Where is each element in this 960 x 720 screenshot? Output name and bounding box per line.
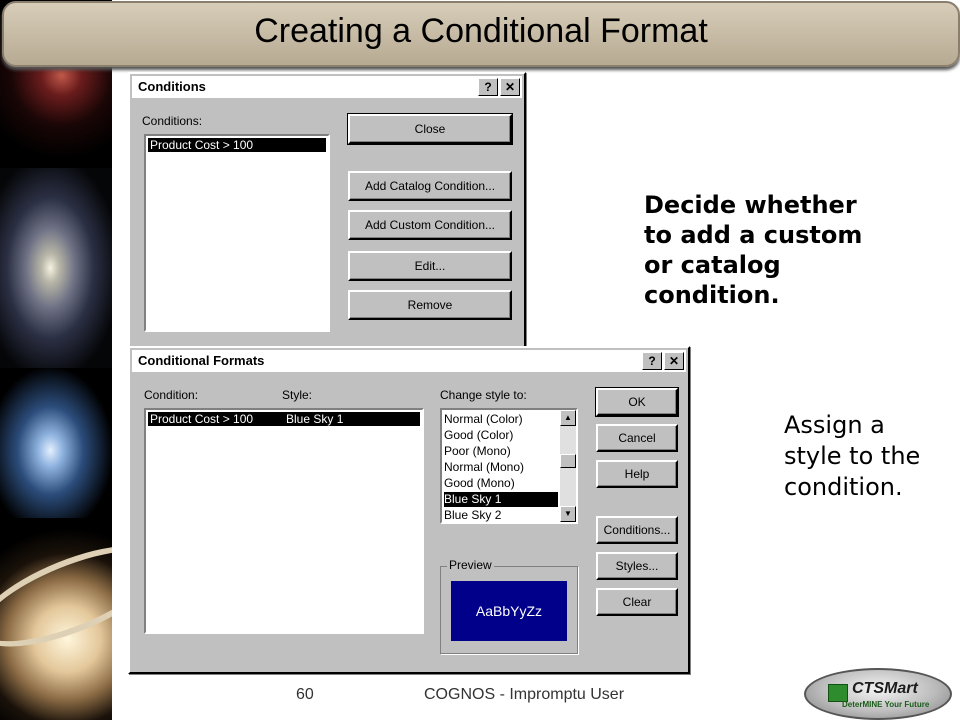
style-listbox[interactable] xyxy=(440,408,578,524)
conditions-button-label: Conditions... xyxy=(603,523,671,537)
comet-image xyxy=(0,368,112,518)
conditions-dialog-title: Conditions xyxy=(138,79,206,94)
styles-button-label: Styles... xyxy=(615,559,659,573)
remove-button[interactable] xyxy=(348,290,512,320)
add-custom-condition-label: Add Custom Condition... xyxy=(364,218,496,232)
close-button-label: Close xyxy=(414,122,446,136)
list-item-selected[interactable]: Blue Sky 1 xyxy=(444,492,558,507)
styles-button[interactable] xyxy=(596,552,678,580)
conditions-dialog xyxy=(128,72,526,352)
preview-group xyxy=(440,558,578,654)
edit-button[interactable] xyxy=(348,251,512,281)
clear-button[interactable] xyxy=(596,588,678,616)
row-style: Blue Sky 1 xyxy=(286,412,344,426)
conditions-button[interactable] xyxy=(596,516,678,544)
close-icon[interactable]: ✕ xyxy=(500,78,520,96)
list-item[interactable]: Poor (Mono) xyxy=(444,444,511,458)
close-button[interactable] xyxy=(348,114,512,144)
change-style-label: Change style to: xyxy=(440,388,527,402)
edit-button-label: Edit... xyxy=(414,259,446,273)
table-row[interactable] xyxy=(148,412,420,426)
add-catalog-condition-label: Add Catalog Condition... xyxy=(364,179,496,193)
custom-catalog-note: Decide whether to add a custom or catalog condition. xyxy=(644,191,863,309)
assign-style-note: Assign a style to the condition. xyxy=(784,411,921,501)
style-list-scrollbar[interactable] xyxy=(560,410,576,522)
cancel-button-label: Cancel xyxy=(618,431,656,445)
page-number: 60 xyxy=(296,686,314,703)
ok-button-label: OK xyxy=(628,395,646,409)
list-item[interactable]: Normal (Color) xyxy=(444,412,523,426)
scroll-thumb[interactable] xyxy=(560,454,576,468)
footer-caption: COGNOS - Impromptu User xyxy=(424,686,625,703)
conditions-list-label: Conditions: xyxy=(142,114,203,128)
help-button[interactable] xyxy=(596,460,678,488)
ctsmart-logo xyxy=(804,668,952,720)
formats-dialog-title: Conditional Formats xyxy=(138,353,265,368)
conditional-formats-listbox[interactable] xyxy=(144,408,424,634)
preview-label: Preview xyxy=(449,558,492,572)
title-banner xyxy=(2,1,960,67)
help-icon[interactable]: ? xyxy=(478,78,498,96)
scroll-down-icon[interactable]: ▼ xyxy=(560,506,576,522)
add-catalog-condition-button[interactable] xyxy=(348,171,512,201)
list-item[interactable]: Blue Sky 2 xyxy=(444,508,502,522)
close-icon[interactable]: ✕ xyxy=(664,352,684,370)
scroll-up-icon[interactable]: ▲ xyxy=(560,410,576,426)
list-item[interactable]: Normal (Mono) xyxy=(444,460,525,474)
add-custom-condition-button[interactable] xyxy=(348,210,512,240)
cancel-button[interactable] xyxy=(596,424,678,452)
formats-dialog-titlebar xyxy=(132,350,686,373)
logo-tagline: DeterMINE Your Future xyxy=(842,700,930,709)
logo-name: CTSMart xyxy=(852,680,918,697)
conditional-formats-dialog xyxy=(128,346,690,674)
remove-button-label: Remove xyxy=(407,298,453,312)
ok-button[interactable] xyxy=(596,388,678,416)
slide-title: Creating a Conditional Format xyxy=(254,12,708,50)
clear-button-label: Clear xyxy=(622,595,652,609)
preview-text: AaBbYyZz xyxy=(475,603,543,619)
row-condition: Product Cost > 100 xyxy=(150,412,254,426)
list-item[interactable] xyxy=(148,138,326,152)
space-image-strip xyxy=(0,0,112,720)
list-item[interactable]: Good (Mono) xyxy=(444,476,515,490)
help-button-label: Help xyxy=(624,467,650,481)
help-icon[interactable]: ? xyxy=(642,352,662,370)
conditions-listbox[interactable] xyxy=(144,134,330,332)
condition-column-label: Condition: xyxy=(144,388,199,402)
galaxy-image xyxy=(0,168,112,368)
conditions-dialog-titlebar xyxy=(132,76,522,99)
list-item[interactable]: Good (Color) xyxy=(444,428,514,442)
condition-text: Product Cost > 100 xyxy=(150,138,254,152)
style-preview xyxy=(451,581,567,641)
style-column-label: Style: xyxy=(282,388,313,402)
